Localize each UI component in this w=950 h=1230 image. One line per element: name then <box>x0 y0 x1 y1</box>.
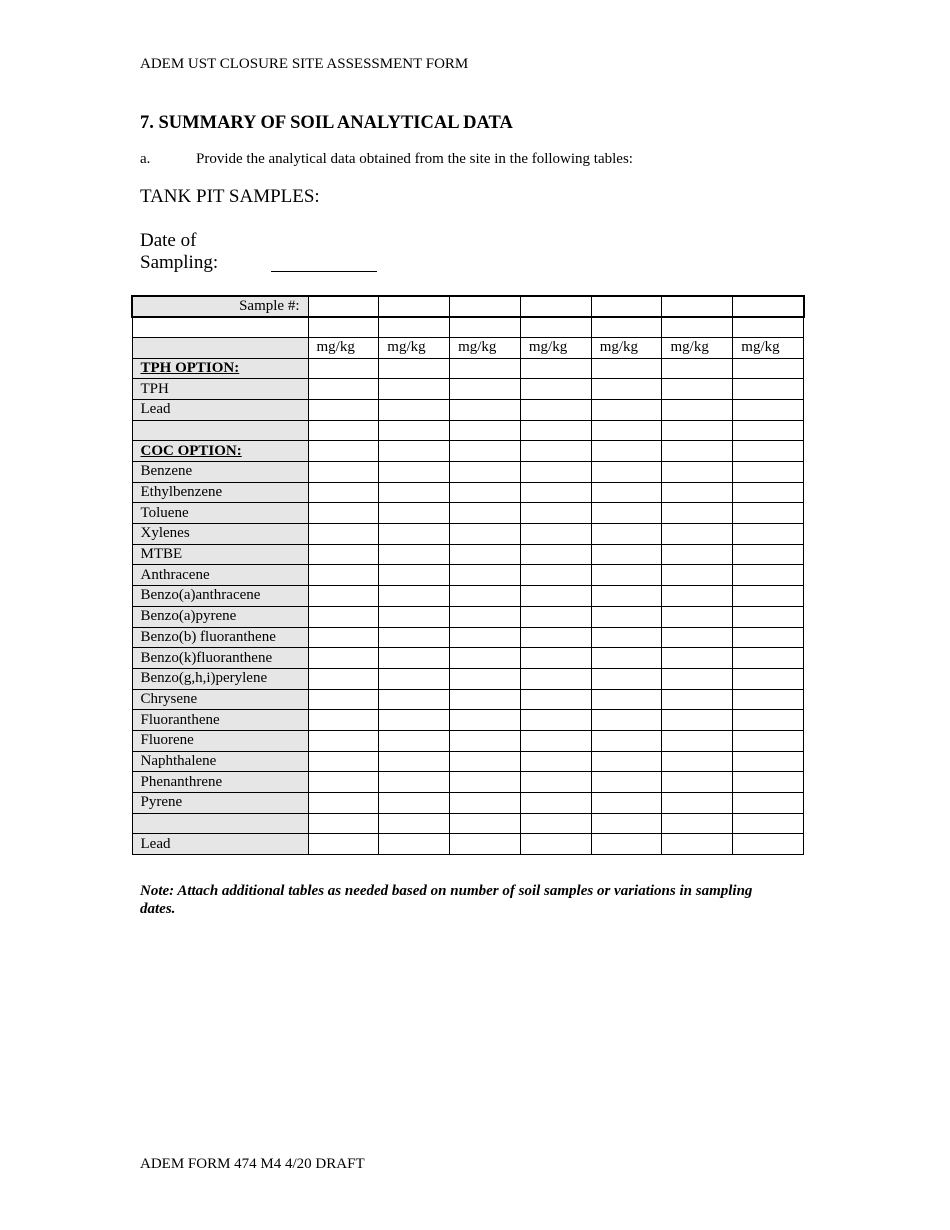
table-cell[interactable] <box>733 482 804 503</box>
table-cell[interactable] <box>662 503 733 524</box>
analyte-row <box>132 565 804 586</box>
table-cell[interactable] <box>733 420 804 441</box>
table-cell[interactable] <box>308 710 379 731</box>
table-cell[interactable] <box>450 730 521 751</box>
table-cell[interactable] <box>662 565 733 586</box>
tph-option-row <box>132 358 804 379</box>
date-label-line2: Sampling: <box>140 252 219 273</box>
table-cell[interactable] <box>662 813 733 834</box>
table-cell[interactable] <box>733 441 804 462</box>
analyte-label: Benzo(b) fluoranthene <box>132 627 308 648</box>
table-cell[interactable] <box>379 689 450 710</box>
table-cell[interactable] <box>308 317 379 338</box>
table-cell[interactable] <box>591 524 662 545</box>
table-cell[interactable] <box>520 503 591 524</box>
table-cell[interactable] <box>379 379 450 400</box>
analyte-row <box>132 648 804 669</box>
table-cell[interactable] <box>450 772 521 793</box>
table-cell[interactable] <box>450 834 521 855</box>
table-cell[interactable] <box>379 420 450 441</box>
table-cell[interactable] <box>308 482 379 503</box>
table-cell[interactable] <box>379 524 450 545</box>
table-cell[interactable] <box>591 482 662 503</box>
table-cell[interactable] <box>591 751 662 772</box>
table-cell[interactable] <box>733 586 804 607</box>
table-cell[interactable] <box>591 565 662 586</box>
analyte-row <box>132 462 804 483</box>
table-cell[interactable] <box>591 668 662 689</box>
table-cell[interactable] <box>733 399 804 420</box>
note-text: Note: Attach additional tables as needed based on number of soil samples or variations in sampling dates. <box>140 883 753 917</box>
analyte-row <box>132 586 804 607</box>
table-cell[interactable] <box>591 420 662 441</box>
unit-label: mg/kg <box>308 337 379 358</box>
table-cell[interactable] <box>733 544 804 565</box>
table-cell[interactable] <box>379 544 450 565</box>
analyte-label: Phenanthrene <box>132 772 308 793</box>
table-cell[interactable] <box>450 544 521 565</box>
table-cell[interactable] <box>733 772 804 793</box>
analyte-label: Ethylbenzene <box>132 482 308 503</box>
table-cell[interactable] <box>520 544 591 565</box>
table-cell[interactable] <box>733 358 804 379</box>
analyte-label: Lead <box>132 834 308 855</box>
sample-number-cell[interactable] <box>379 296 450 317</box>
table-cell[interactable] <box>450 482 521 503</box>
table-cell[interactable] <box>308 793 379 814</box>
analyte-label: Benzo(g,h,i)perylene <box>132 668 308 689</box>
table-cell[interactable] <box>591 730 662 751</box>
table-cell[interactable] <box>379 834 450 855</box>
table-cell[interactable] <box>662 751 733 772</box>
analyte-row <box>132 606 804 627</box>
table-cell[interactable] <box>379 317 450 338</box>
analyte-label: Naphthalene <box>132 751 308 772</box>
sample-number-cell[interactable] <box>520 296 591 317</box>
table-cell[interactable] <box>520 710 591 731</box>
unit-label: mg/kg <box>591 337 662 358</box>
table-cell[interactable] <box>450 399 521 420</box>
sample-number-cell[interactable] <box>733 296 804 317</box>
table-cell[interactable] <box>520 399 591 420</box>
table-cell[interactable] <box>308 441 379 462</box>
table-cell[interactable] <box>591 544 662 565</box>
table-cell[interactable] <box>520 420 591 441</box>
table-cell[interactable] <box>450 524 521 545</box>
table-cell[interactable] <box>379 730 450 751</box>
table-cell[interactable] <box>662 524 733 545</box>
table-cell[interactable] <box>450 668 521 689</box>
table-cell[interactable] <box>450 358 521 379</box>
table-cell[interactable] <box>520 441 591 462</box>
unit-label: mg/kg <box>379 337 450 358</box>
table-cell[interactable] <box>308 544 379 565</box>
analyte-row <box>132 730 804 751</box>
table-cell[interactable] <box>662 627 733 648</box>
analyte-row <box>132 503 804 524</box>
table-cell[interactable] <box>450 627 521 648</box>
table-cell[interactable] <box>733 524 804 545</box>
table-cell[interactable] <box>520 358 591 379</box>
table-cell[interactable] <box>591 441 662 462</box>
table-cell[interactable] <box>450 648 521 669</box>
table-cell[interactable] <box>308 772 379 793</box>
table-cell[interactable] <box>733 710 804 731</box>
table-cell[interactable] <box>308 813 379 834</box>
form-header: ADEM UST CLOSURE SITE ASSESSMENT FORM <box>140 56 469 72</box>
date-of-sampling-label <box>140 230 218 274</box>
table-cell[interactable] <box>308 586 379 607</box>
analyte-label: Chrysene <box>132 689 308 710</box>
analyte-row <box>132 751 804 772</box>
analyte-label: Lead <box>132 399 308 420</box>
section-title: 7. SUMMARY OF SOIL ANALYTICAL DATA <box>140 113 513 133</box>
table-cell[interactable] <box>308 668 379 689</box>
table-cell[interactable] <box>662 358 733 379</box>
table-cell[interactable] <box>308 524 379 545</box>
unit-label: mg/kg <box>662 337 733 358</box>
table-cell[interactable] <box>520 751 591 772</box>
table-cell[interactable] <box>733 730 804 751</box>
table-cell[interactable] <box>450 606 521 627</box>
analyte-label: Toluene <box>132 503 308 524</box>
blank-row <box>132 813 804 834</box>
table-cell[interactable] <box>591 772 662 793</box>
table-cell[interactable] <box>662 668 733 689</box>
table-cell[interactable] <box>520 813 591 834</box>
table-cell[interactable] <box>733 648 804 669</box>
table-cell[interactable] <box>308 834 379 855</box>
analyte-label: Benzo(a)anthracene <box>132 586 308 607</box>
table-cell[interactable] <box>591 627 662 648</box>
analyte-label: Benzene <box>132 462 308 483</box>
date-label-line1: Date of <box>140 230 197 251</box>
unit-label: mg/kg <box>520 337 591 358</box>
table-cell[interactable] <box>450 503 521 524</box>
table-cell[interactable] <box>591 503 662 524</box>
coc-option-heading: COC OPTION: <box>132 441 308 462</box>
table-cell[interactable] <box>379 358 450 379</box>
table-cell[interactable] <box>733 379 804 400</box>
table-cell[interactable] <box>520 668 591 689</box>
table-cell[interactable] <box>520 606 591 627</box>
table-cell[interactable] <box>520 586 591 607</box>
table-cell[interactable] <box>733 689 804 710</box>
table-cell[interactable] <box>520 565 591 586</box>
unit-label: mg/kg <box>733 337 804 358</box>
table-cell[interactable] <box>662 420 733 441</box>
table-cell[interactable] <box>520 730 591 751</box>
blank-row <box>132 420 804 441</box>
table-cell[interactable] <box>733 565 804 586</box>
instruction-text: Provide the analytical data obtained from the site in the following tables: <box>196 151 633 167</box>
table-cell[interactable] <box>450 689 521 710</box>
table-cell[interactable] <box>379 441 450 462</box>
table-cell[interactable] <box>733 462 804 483</box>
table-cell[interactable] <box>591 379 662 400</box>
table-cell[interactable] <box>591 834 662 855</box>
table-cell[interactable] <box>450 793 521 814</box>
table-cell[interactable] <box>520 793 591 814</box>
analyte-row <box>132 710 804 731</box>
table-cell[interactable] <box>733 751 804 772</box>
table-cell[interactable] <box>379 751 450 772</box>
blank-row <box>132 317 804 338</box>
table-cell[interactable] <box>450 813 521 834</box>
table-cell[interactable] <box>662 544 733 565</box>
table-cell[interactable] <box>520 462 591 483</box>
table-cell[interactable] <box>662 772 733 793</box>
table-cell[interactable] <box>520 648 591 669</box>
unit-label: mg/kg <box>450 337 521 358</box>
table-cell[interactable] <box>662 317 733 338</box>
table-cell[interactable] <box>662 793 733 814</box>
table-cell[interactable] <box>662 689 733 710</box>
analyte-label: Fluorene <box>132 730 308 751</box>
table-cell[interactable] <box>662 379 733 400</box>
table-cell[interactable] <box>733 503 804 524</box>
table-cell[interactable] <box>591 606 662 627</box>
analyte-label: MTBE <box>132 544 308 565</box>
table-cell[interactable] <box>450 565 521 586</box>
sample-number-cell[interactable] <box>450 296 521 317</box>
table-cell[interactable] <box>662 586 733 607</box>
analyte-row <box>132 668 804 689</box>
analyte-label: TPH <box>132 379 308 400</box>
table-cell[interactable] <box>662 441 733 462</box>
sample-number-cell[interactable] <box>308 296 379 317</box>
table-cell[interactable] <box>379 586 450 607</box>
table-cell[interactable] <box>450 462 521 483</box>
table-cell[interactable] <box>450 751 521 772</box>
table-cell[interactable] <box>379 772 450 793</box>
table-cell[interactable] <box>733 317 804 338</box>
sample-number-cell[interactable] <box>591 296 662 317</box>
date-of-sampling-field[interactable] <box>271 271 377 272</box>
soil-analytical-table <box>131 295 805 855</box>
analyte-label: Pyrene <box>132 793 308 814</box>
table-cell[interactable] <box>591 793 662 814</box>
table-cell[interactable] <box>379 648 450 669</box>
table-cell[interactable] <box>591 689 662 710</box>
analyte-row <box>132 772 804 793</box>
analyte-row-lead <box>132 834 804 855</box>
table-cell[interactable] <box>308 420 379 441</box>
table-cell[interactable] <box>379 565 450 586</box>
table-cell[interactable] <box>379 710 450 731</box>
table-cell[interactable] <box>450 317 521 338</box>
analyte-label: Xylenes <box>132 524 308 545</box>
table-cell[interactable] <box>591 586 662 607</box>
analyte-row <box>132 793 804 814</box>
table-cell[interactable] <box>308 648 379 669</box>
analyte-row <box>132 544 804 565</box>
table-cell[interactable] <box>308 751 379 772</box>
table-cell[interactable] <box>450 441 521 462</box>
analyte-label: Benzo(k)fluoranthene <box>132 648 308 669</box>
tph-option-heading: TPH OPTION: <box>132 358 308 379</box>
table-cell[interactable] <box>450 586 521 607</box>
analyte-row <box>132 379 804 400</box>
instruction-letter: a. <box>140 151 151 167</box>
table-cell[interactable] <box>379 813 450 834</box>
analyte-label: Fluoranthene <box>132 710 308 731</box>
table-cell[interactable] <box>308 606 379 627</box>
table-cell[interactable] <box>520 482 591 503</box>
analyte-label: Benzo(a)pyrene <box>132 606 308 627</box>
table-cell[interactable] <box>450 710 521 731</box>
table-cell[interactable] <box>308 730 379 751</box>
table-cell[interactable] <box>379 627 450 648</box>
analyte-row <box>132 524 804 545</box>
table-cell[interactable] <box>520 379 591 400</box>
coc-option-row <box>132 441 804 462</box>
table-cell[interactable] <box>733 668 804 689</box>
table-cell[interactable] <box>308 358 379 379</box>
table-cell[interactable] <box>308 462 379 483</box>
table-cell[interactable] <box>520 627 591 648</box>
table-cell[interactable] <box>308 565 379 586</box>
analyte-row <box>132 399 804 420</box>
table-cell[interactable] <box>379 503 450 524</box>
table-cell[interactable] <box>662 482 733 503</box>
table-cell[interactable] <box>379 482 450 503</box>
table-cell[interactable] <box>733 627 804 648</box>
table-cell[interactable] <box>662 399 733 420</box>
table-cell[interactable] <box>379 606 450 627</box>
table-cell[interactable] <box>662 730 733 751</box>
units-row <box>132 337 804 358</box>
analyte-row <box>132 689 804 710</box>
table-cell[interactable] <box>591 462 662 483</box>
analyte-row <box>132 627 804 648</box>
table-cell[interactable] <box>662 606 733 627</box>
table-cell[interactable] <box>520 772 591 793</box>
table-cell[interactable] <box>379 462 450 483</box>
table-cell[interactable] <box>733 813 804 834</box>
table-cell[interactable] <box>591 358 662 379</box>
tank-pit-samples-heading: TANK PIT SAMPLES: <box>140 186 320 207</box>
analyte-row <box>132 482 804 503</box>
table-cell[interactable] <box>379 668 450 689</box>
table-cell[interactable] <box>733 834 804 855</box>
table-cell[interactable] <box>591 813 662 834</box>
instruction <box>140 151 633 168</box>
table-cell[interactable] <box>450 379 521 400</box>
sample-number-row <box>132 296 804 317</box>
analyte-label: Anthracene <box>132 565 308 586</box>
table-cell[interactable] <box>591 317 662 338</box>
table-cell[interactable] <box>520 834 591 855</box>
table-cell[interactable] <box>308 627 379 648</box>
sample-number-cell[interactable] <box>662 296 733 317</box>
table-cell[interactable] <box>520 689 591 710</box>
table-cell[interactable] <box>733 606 804 627</box>
table-cell[interactable] <box>662 462 733 483</box>
table-cell[interactable] <box>308 399 379 420</box>
table-cell[interactable] <box>450 420 521 441</box>
table-cell[interactable] <box>308 379 379 400</box>
table-cell[interactable] <box>591 648 662 669</box>
table-cell[interactable] <box>379 793 450 814</box>
table-cell[interactable] <box>662 648 733 669</box>
sample-number-label: Sample #: <box>132 296 308 317</box>
table-cell[interactable] <box>591 710 662 731</box>
table-cell[interactable] <box>308 689 379 710</box>
form-footer: ADEM FORM 474 M4 4/20 DRAFT <box>140 1156 365 1172</box>
table-cell[interactable] <box>520 524 591 545</box>
table-cell[interactable] <box>308 503 379 524</box>
table-cell[interactable] <box>591 399 662 420</box>
table-cell[interactable] <box>379 399 450 420</box>
table-cell[interactable] <box>662 710 733 731</box>
table-cell[interactable] <box>733 793 804 814</box>
table-cell[interactable] <box>520 317 591 338</box>
table-cell[interactable] <box>662 834 733 855</box>
